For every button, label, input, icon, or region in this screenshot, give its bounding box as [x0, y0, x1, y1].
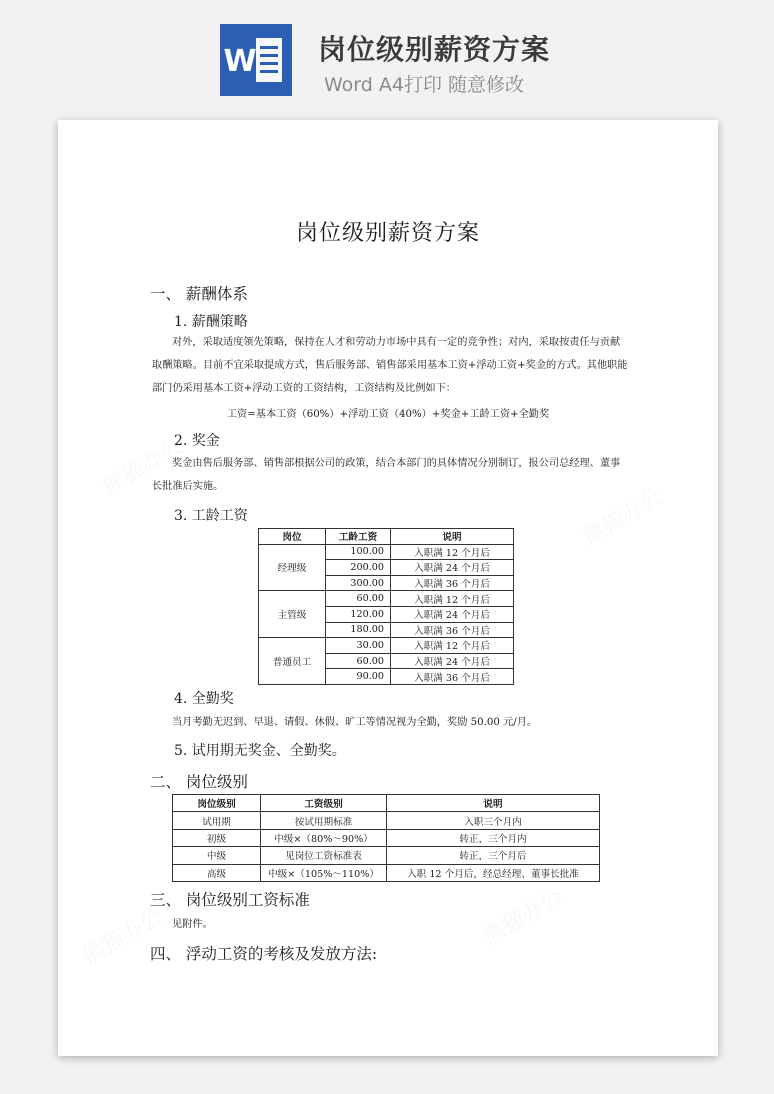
table-cell: 入职满 36 个月后 — [391, 622, 514, 638]
table-cell: 入职 12 个月后，经总经理、董事长批准 — [387, 864, 600, 881]
table-cell: 转正，三个月后 — [387, 847, 600, 864]
seniority-pay-table — [258, 528, 514, 685]
table-cell: 高级 — [173, 864, 261, 881]
table-header: 岗位 — [259, 529, 326, 545]
table-cell: 200.00 — [326, 560, 391, 576]
table-cell: 初级 — [173, 829, 261, 846]
table-cell-position: 普通员工 — [259, 638, 326, 685]
table-header: 岗位级别 — [173, 795, 261, 812]
table-cell: 入职满 24 个月后 — [391, 653, 514, 669]
section-heading: 一、 薪酬体系 — [150, 285, 248, 303]
word-icon — [220, 24, 292, 96]
table-row — [259, 544, 514, 560]
banner — [0, 0, 774, 110]
table-cell-position: 主管级 — [259, 591, 326, 638]
section-heading: 三、 岗位级别工资标准 — [150, 891, 310, 909]
subsection-heading: 2. 奖金 — [174, 433, 220, 449]
subsection-heading: 1. 薪酬策略 — [174, 314, 248, 330]
table-cell: 入职满 36 个月后 — [391, 669, 514, 685]
table-row — [173, 847, 600, 864]
table-cell: 中级×（105%～110%） — [261, 864, 387, 881]
table-cell: 中级×（80%～90%） — [261, 829, 387, 846]
table-cell: 120.00 — [326, 606, 391, 622]
section-heading: 二、 岗位级别 — [150, 773, 248, 791]
subsection-heading: 4. 全勤奖 — [174, 691, 234, 707]
paragraph: 对外，采取适度领先策略，保持在人才和劳动力市场中具有一定的竞争性；对内，采取按责任与贡献取酬策略。目前不宜采取提成方式，售后服务部、销售部采用基本工资+浮动工资+奖金的方式。其他职能部门仍采用基本工资+浮动工资的工资结构，工资结构及比例如下： — [152, 337, 628, 394]
word-logo-letter: W — [223, 44, 257, 79]
table-cell-position: 经理级 — [259, 544, 326, 591]
table-header: 说明 — [391, 529, 514, 545]
table-cell: 60.00 — [326, 591, 391, 607]
paragraph: 见附件。 — [172, 919, 213, 930]
document-page — [58, 120, 718, 1056]
table-header: 说明 — [387, 795, 600, 812]
table-cell: 100.00 — [326, 544, 391, 560]
table-cell: 见岗位工资标准表 — [261, 847, 387, 864]
table-cell: 入职满 12 个月后 — [391, 544, 514, 560]
table-cell: 90.00 — [326, 669, 391, 685]
table-header-row — [173, 795, 600, 812]
table-cell: 中级 — [173, 847, 261, 864]
table-row — [173, 829, 600, 846]
table-cell: 入职满 12 个月后 — [391, 638, 514, 654]
subsection-heading: 5. 试用期无奖金、全勤奖。 — [174, 743, 346, 759]
table-cell: 按试用期标准 — [261, 812, 387, 829]
position-level-table — [172, 794, 600, 882]
table-cell: 入职满 24 个月后 — [391, 606, 514, 622]
table-cell: 转正，三个月内 — [387, 829, 600, 846]
table-cell: 180.00 — [326, 622, 391, 638]
table-cell: 60.00 — [326, 653, 391, 669]
table-cell: 入职满 24 个月后 — [391, 560, 514, 576]
table-cell: 入职满 12 个月后 — [391, 591, 514, 607]
table-row — [259, 638, 514, 654]
table-cell: 入职三个月内 — [387, 812, 600, 829]
document-title: 岗位级别薪资方案 — [295, 221, 480, 246]
table-header-row — [259, 529, 514, 545]
table-cell: 入职满 36 个月后 — [391, 575, 514, 591]
salary-formula: 工资=基本工资（60%）+浮动工资（40%）+奖金+工龄工资+全勤奖 — [226, 409, 550, 420]
table-row — [259, 591, 514, 607]
paragraph: 当月考勤无迟到、早退、请假、休假、旷工等情况视为全勤，奖励 50.00 元/月。 — [172, 717, 538, 728]
banner-title: 岗位级别薪资方案 — [318, 33, 551, 66]
table-cell: 试用期 — [173, 812, 261, 829]
table-row — [173, 864, 600, 881]
section-heading: 四、 浮动工资的考核及发放方法: — [150, 945, 378, 963]
paragraph: 奖金由售后服务部、销售部根据公司的政策，结合本部门的具体情况分别制订，报公司总经理、董事长批准后实施。 — [152, 458, 621, 492]
banner-subtitle: Word A4打印 随意修改 — [324, 74, 525, 96]
table-header: 工资级别 — [261, 795, 387, 812]
table-cell: 300.00 — [326, 575, 391, 591]
table-cell: 30.00 — [326, 638, 391, 654]
table-header: 工龄工资 — [326, 529, 391, 545]
table-row — [173, 812, 600, 829]
subsection-heading: 3. 工龄工资 — [174, 508, 248, 524]
